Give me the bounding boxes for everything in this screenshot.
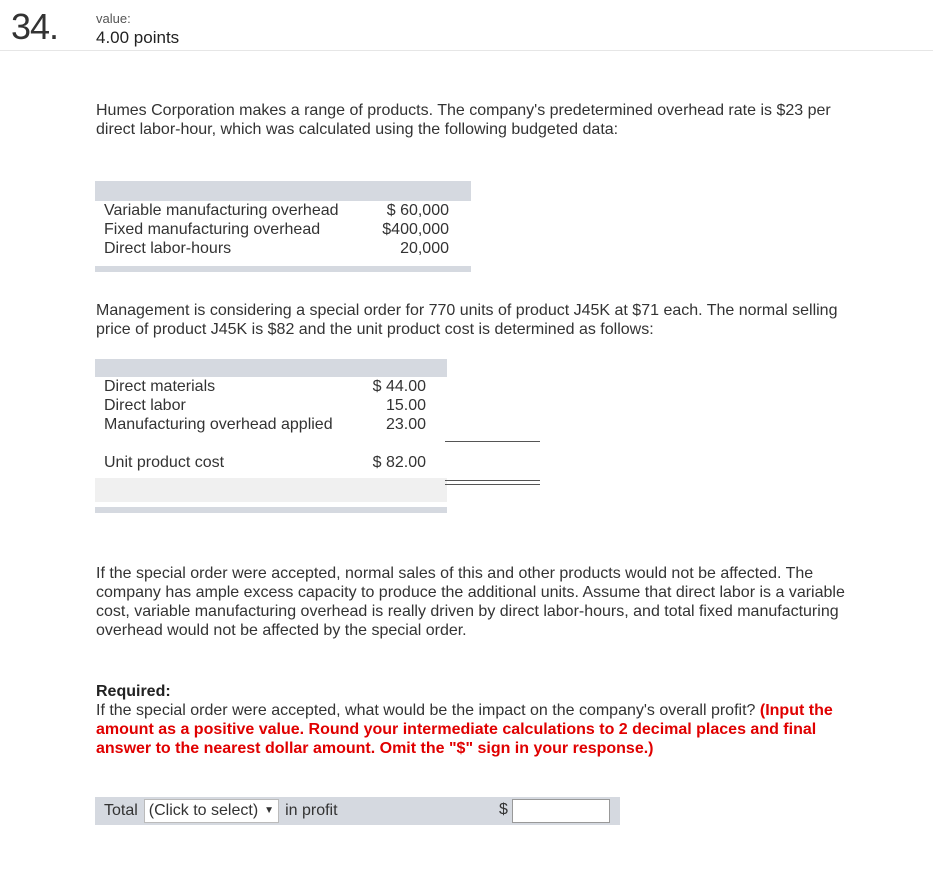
row-value: $ 44.00	[372, 378, 426, 395]
table-row	[95, 239, 471, 258]
header-divider	[0, 50, 933, 51]
row-label: Direct labor-hours	[104, 240, 232, 257]
table-spacer	[95, 478, 447, 502]
intro-paragraph: Humes Corporation makes a range of products. The company's predetermined overhead rate is $23 per direct labor-hour, which was calculated using the following budgeted data:	[96, 102, 831, 138]
impact-select[interactable]	[144, 799, 279, 823]
row-value: $400,000	[382, 221, 449, 238]
row-value: 15.00	[385, 397, 426, 414]
row-label: Fixed manufacturing overhead	[104, 221, 321, 238]
total-row	[95, 453, 447, 472]
points-value: 4.00 points	[96, 28, 180, 47]
profit-label: in profit	[285, 802, 338, 819]
table-footer-band	[95, 266, 471, 272]
row-label: Manufacturing overhead applied	[104, 416, 333, 433]
row-value: $ 60,000	[386, 202, 449, 219]
double-rule-bottom	[445, 484, 540, 485]
table-footer-band	[95, 507, 447, 513]
subtotal-rule	[445, 441, 540, 442]
budget-table	[95, 181, 471, 272]
table-header-band	[95, 359, 447, 377]
select-value: (Click to select)	[148, 802, 259, 819]
table-row	[95, 396, 447, 415]
row-value: 23.00	[385, 416, 426, 433]
required-question: If the special order were accepted, what would be the impact on the company's overall profit?	[96, 702, 756, 719]
table-header-band	[95, 181, 471, 201]
value-label: value:	[96, 11, 131, 26]
row-label: Direct labor	[104, 397, 186, 414]
cost-table	[95, 359, 447, 502]
order-paragraph: Management is considering a special order for 770 units of product J45K at $71 each. The normal selling price of product J45K is $82 and the unit product cost is determined as follows:	[96, 302, 838, 338]
row-value: 20,000	[400, 240, 449, 257]
row-label: Direct materials	[104, 378, 216, 395]
table-row	[95, 377, 447, 396]
required-title: Required:	[96, 683, 171, 700]
total-value: $ 82.00	[372, 454, 426, 471]
table-row	[95, 415, 447, 434]
total-label: Total	[104, 802, 138, 819]
answer-row	[95, 797, 620, 825]
table-row	[95, 220, 471, 239]
profit-amount-input[interactable]	[512, 799, 610, 823]
question-number: 34.	[11, 6, 59, 47]
currency-symbol: $	[499, 801, 508, 818]
required-instructions: (Input the amount as a positive value. Round your intermediate calculations to 2 decimal places and final answer to the nearest dollar amount. Omit the "$" sign in your response.)	[96, 702, 833, 757]
dropdown-arrow-icon: ▼	[264, 805, 275, 816]
required-section	[96, 682, 866, 758]
table-row	[95, 201, 471, 220]
double-rule-top	[445, 480, 540, 481]
assumptions-paragraph: If the special order were accepted, normal sales of this and other products would not be affected. The company has ample excess capacity to produce the additional units. Assume that direct labor is a variable cost, variable manufacturing overhead is really driven by direct labor-hours, and total fixed manufacturing overhead would not be affected by the special order.	[96, 565, 845, 639]
row-label: Variable manufacturing overhead	[104, 202, 339, 219]
total-label: Unit product cost	[104, 454, 225, 471]
